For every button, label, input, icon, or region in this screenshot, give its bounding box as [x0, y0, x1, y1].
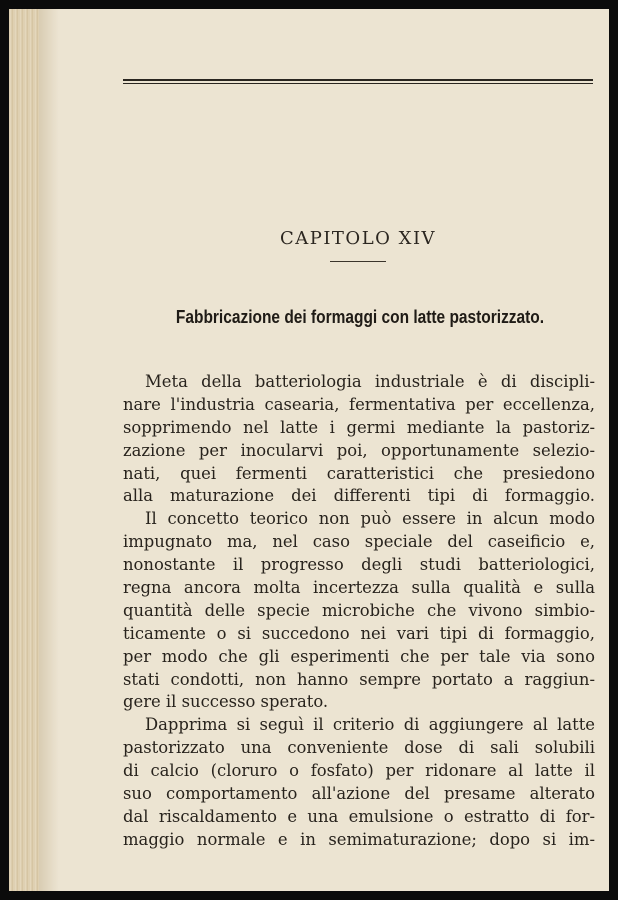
text-line: nare l'industria casearia, fermentativa per eccellenza,: [123, 394, 595, 414]
text-line: Il concetto teorico non può essere in alcun modo: [145, 509, 595, 529]
text-line: quantità delle specie microbiche che vivono simbio-: [123, 600, 595, 620]
header-double-rule: [123, 79, 593, 84]
text-line: nati, quei fermenti caratteristici che presiedono: [123, 463, 595, 483]
text-line: ticamente o si succedono nei vari tipi di formaggio,: [123, 623, 595, 643]
book-page: [9, 9, 609, 891]
text-line: impugnato ma, nel caso speciale del caseificio e,: [123, 532, 595, 552]
text-line: Dapprima si seguì il criterio di aggiungere al latte: [145, 715, 595, 735]
text-line: stati condotti, non hanno sempre portato a raggiun-: [123, 669, 595, 689]
text-line: sopprimendo nel latte i germi mediante la pastoriz-: [123, 417, 595, 437]
text-line: regna ancora molta incertezza sulla qualità e sulla: [123, 578, 595, 598]
text-line: zazione per inocularvi poi, opportunamente selezio-: [123, 440, 595, 460]
text-line: gere il successo sperato.: [123, 692, 329, 712]
gutter-shadow: [39, 9, 59, 891]
chapter-title: Fabbricazione dei formaggi con latte pastorizzato.: [175, 307, 545, 327]
text-line: Meta della batteriologia industriale è di discipli-: [145, 372, 595, 391]
text-line: per modo che gli esperimenti che per tale via sono: [123, 646, 595, 666]
body-text: [123, 371, 595, 852]
text-line: maggio normale e in semimaturazione; dopo si im-: [123, 829, 595, 849]
page-edge-stack: [9, 9, 39, 891]
text-line: nonostante il progresso degli studi batteriologici,: [123, 555, 595, 575]
text-line: alla maturazione dei differenti tipi di formaggio.: [123, 486, 595, 506]
text-line: di calcio (cloruro o fosfato) per ridonare al latte il: [123, 761, 595, 781]
chapter-underline: [330, 261, 386, 262]
text-line: dal riscaldamento e una emulsione o estratto di for-: [123, 806, 595, 826]
text-line: suo comportamento all'azione del presame alterato: [123, 784, 595, 804]
chapter-heading: CAPITOLO XIV: [279, 228, 437, 249]
text-line: pastorizzato una conveniente dose di sali solubili: [123, 738, 595, 758]
